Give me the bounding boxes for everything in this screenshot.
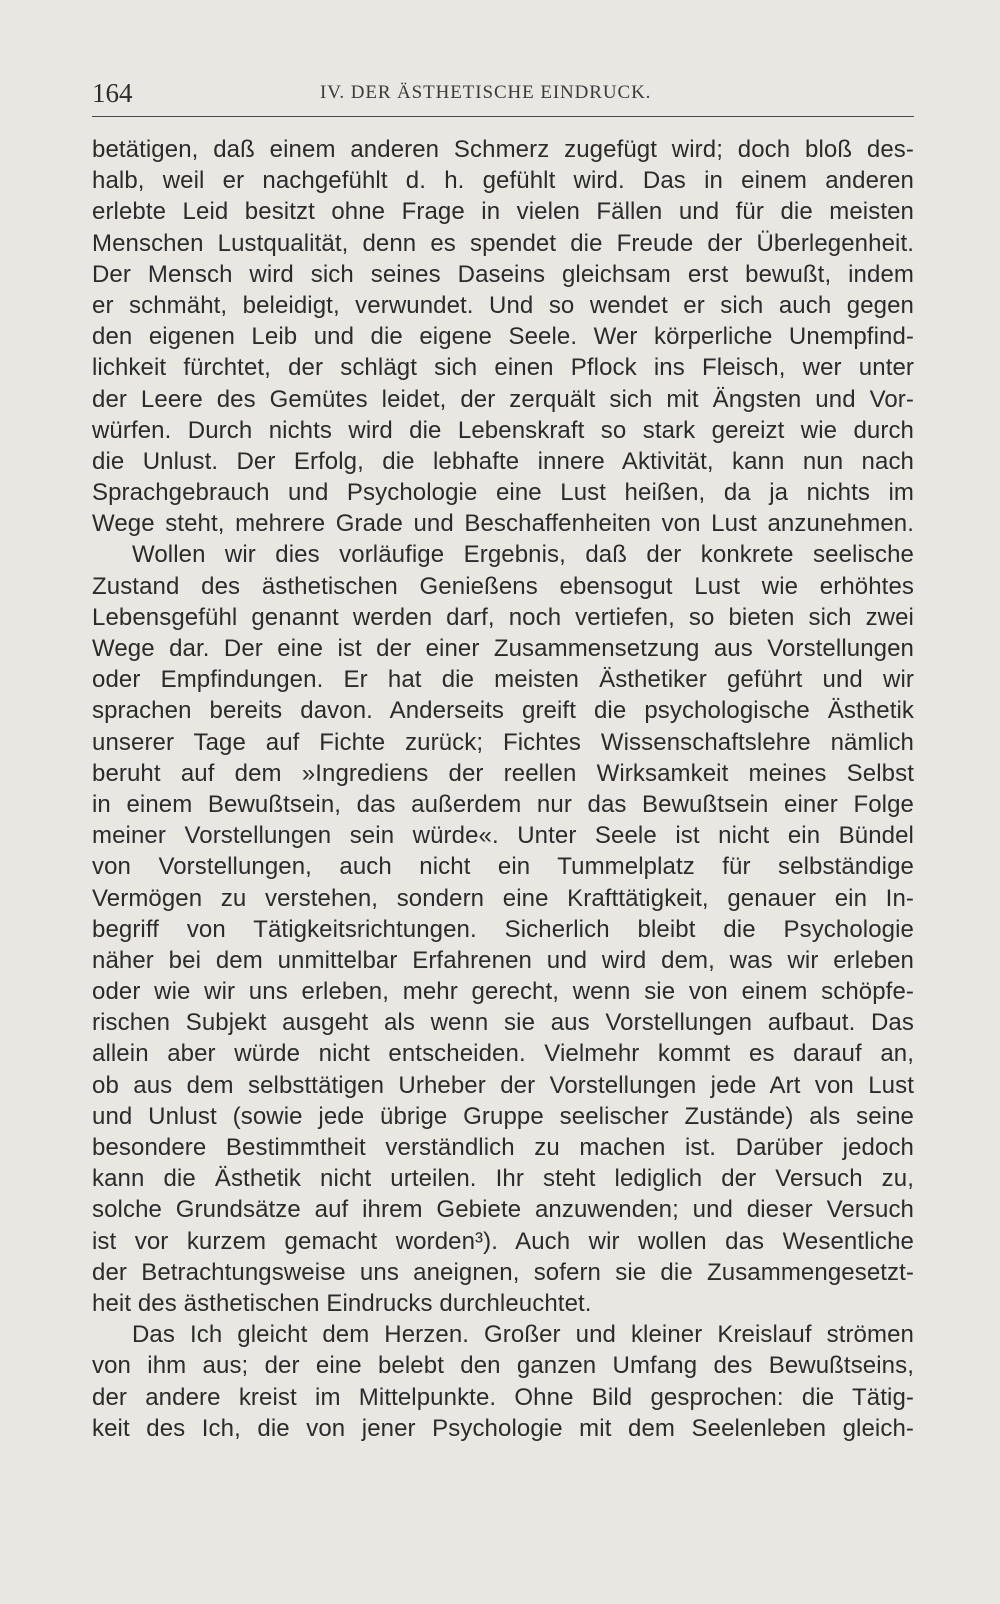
page-number: 164 — [92, 78, 133, 108]
text-line: Der Mensch wird sich seines Daseins gleichsam erst bewußt, indem — [92, 260, 914, 288]
text-line: erlebte Leid besitzt ohne Frage in vielen Fällen und für die meisten — [92, 198, 914, 226]
text-line: Menschen Lustqualität, denn es spendet die Freude der Überlegenheit. — [92, 229, 914, 257]
text-line: den eigenen Leib und die eigene Seele. Wer körperliche Unempfind- — [92, 323, 914, 351]
text-line: kann die Ästhetik nicht urteilen. Ihr steht lediglich der Versuch zu, — [92, 1165, 914, 1193]
text-line: er schmäht, beleidigt, verwundet. Und so wendet er sich auch gegen — [92, 291, 914, 319]
text-line: sprachen bereits davon. Anderseits greift die psychologische Ästhetik — [92, 697, 914, 725]
text-line: allein aber würde nicht entscheiden. Vielmehr kommt es darauf an, — [92, 1040, 914, 1068]
text-line: betätigen, daß einem anderen Schmerz zugefügt wird; doch bloß des- — [92, 136, 914, 163]
text-line: beruht auf dem »Ingrediens der reellen Wirksamkeit meines Selbst — [92, 759, 914, 787]
text-line: oder wie wir uns erleben, mehr gerecht, wenn sie von einem schöpfe- — [92, 978, 914, 1006]
text-line: der andere kreist im Mittelpunkte. Ohne Bild gesprochen: die Tätig- — [92, 1383, 914, 1411]
text-line: und Unlust (sowie jede übrige Gruppe seelischer Zustände) als seine — [92, 1102, 914, 1130]
text-line: Vermögen zu verstehen, sondern eine Krafttätigkeit, genauer ein In- — [92, 884, 914, 912]
text-line: unserer Tage auf Fichte zurück; Fichtes Wissenschaftslehre nämlich — [92, 728, 914, 756]
text-line: oder Empfindungen. Er hat die meisten Ästhetiker geführt und wir — [92, 666, 914, 694]
text-line: Lebensgefühl genannt werden darf, noch vertiefen, so bieten sich zwei — [92, 603, 914, 631]
text-line: von Vorstellungen, auch nicht ein Tummelplatz für selbständige — [92, 853, 914, 881]
text-line: lichkeit fürchtet, der schlägt sich einen Pflock ins Fleisch, wer unter — [92, 354, 914, 382]
text-line: näher bei dem unmittelbar Erfahrenen und wird dem, was wir erleben — [92, 946, 914, 974]
text-line: halb, weil er nachgefühlt d. h. gefühlt wird. Das in einem anderen — [92, 167, 914, 195]
running-head: IV. DER ÄSTHETISCHE EINDRUCK. — [320, 82, 652, 103]
text-line: besondere Bestimmtheit verständlich zu machen ist. Darüber jedoch — [92, 1134, 914, 1161]
text-line: die Unlust. Der Erfolg, die lebhafte innere Aktivität, kann nun nach — [92, 447, 914, 475]
text-line: würfen. Durch nichts wird die Lebenskraft so stark gereizt wie durch — [92, 416, 914, 444]
text-line: ob aus dem selbsttätigen Urheber der Vorstellungen jede Art von Lust — [92, 1071, 914, 1099]
paragraph-start-line: Wollen wir dies vorläufige Ergebnis, daß der konkrete seelische — [132, 541, 914, 569]
text-line: von ihm aus; der eine belebt den ganzen Umfang des Bewußtseins, — [92, 1352, 914, 1380]
text-line: der Leere des Gemütes leidet, der zerquält sich mit Ängsten und Vor- — [92, 385, 914, 413]
text-line: meiner Vorstellungen sein würde«. Unter Seele ist nicht ein Bündel — [92, 822, 914, 850]
text-line: Sprachgebrauch und Psychologie eine Lust heißen, da ja nichts im — [92, 479, 914, 507]
text-line: begriff von Tätigkeitsrichtungen. Sicherlich bleibt die Psychologie — [92, 915, 914, 943]
body-text — [92, 134, 914, 1444]
text-line: Wege steht, mehrere Grade und Beschaffenheiten von Lust anzunehmen. — [92, 510, 914, 538]
text-line: solche Grundsätze auf ihrem Gebiete anzuwenden; und dieser Versuch — [92, 1196, 914, 1224]
text-line: keit des Ich, die von jener Psychologie mit dem Seelenleben gleich- — [92, 1414, 914, 1442]
paragraph-start-line: Das Ich gleicht dem Herzen. Großer und kleiner Kreislauf strömen — [132, 1321, 914, 1349]
text-line: rischen Subjekt ausgeht als wenn sie aus Vorstellungen aufbaut. Das — [92, 1009, 914, 1037]
text-line: Wege dar. Der eine ist der einer Zusammensetzung aus Vorstellungen — [92, 635, 914, 662]
text-line: in einem Bewußtsein, das außerdem nur das Bewußtsein einer Folge — [92, 790, 914, 818]
page-header — [92, 76, 914, 117]
paragraph-end-line: heit des ästhetischen Eindrucks durchleuchtet. — [92, 1289, 592, 1317]
text-line: ist vor kurzem gemacht worden³). Auch wir wollen das Wesentliche — [92, 1227, 914, 1255]
text-line: Zustand des ästhetischen Genießens ebensogut Lust wie erhöhtes — [92, 572, 914, 600]
text-line: der Betrachtungsweise uns aneignen, sofern sie die Zusammengesetzt- — [92, 1258, 914, 1286]
